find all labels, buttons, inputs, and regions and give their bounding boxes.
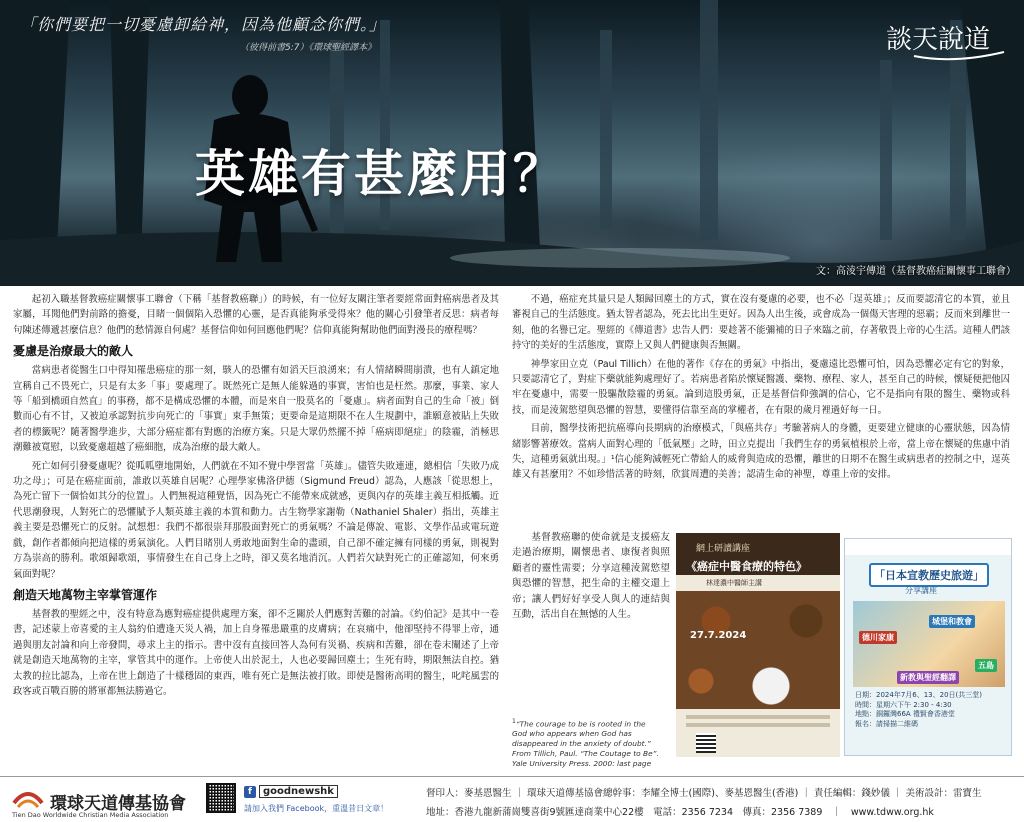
poster-tag: 新教與聖經翻譯 <box>897 671 959 684</box>
article-title: 英雄有甚麼用？ <box>195 145 566 203</box>
section-heading-2: 創造天地萬物主宰掌管運作 <box>13 587 158 602</box>
article-column-left <box>13 292 499 702</box>
column-logo <box>884 8 1012 68</box>
article-column-right <box>512 292 1010 486</box>
intro-paragraph: 起初入職基督教癌症關懷事工聯會（下稱「基督教癌聯」）的時候，有一位好友關注筆者要經常面對癌病患者及其家屬，耳聞他們對前路的擔憂，目睹一個個陷入恐懼的心靈，是否真能夠承受得來？他的關心引發筆者反思：病者每句陳述傳遞甚麼信息？他們的愁情源自何處？基督信仰如何回應他們呢？信仰真能夠幫助他們面對漫長的療程嗎？ <box>13 294 499 336</box>
poster-header: 網上研讀講座 <box>696 544 751 554</box>
paragraph: 死亡如何引發憂慮呢？從呱呱墮地開始，人們就在不知不覺中學習當「英雄」。儘管失敗連連，總相信「失敗乃成功之母」；可是在癌症面前，誰敢以英雄自居呢？心理學家佛洛伊德（Sigmund Freud）認為，人應該「從思想上，為死亡留下一個恰如其分的位置」。人們無視這種覺悟，因為死亡不能帶來成就感，更與內存的英雄主義互相抵觸。近代思潮發現，人對死亡的恐懼賦予人類英雄主義的本質和動力。古生物學家謝勒（Nathaniel Shaler）指出，英雄主義主要是恐懼死亡的反射。試想想：我們不都很崇拜那股面對死亡的勇氣嗎？不論是傳說、電影、文學作品或電玩遊戲，創作者都傾向把這樣的勇氣演化。人們目睹別人勇敢地面對生命的盡頭，自己卻不確定擁有同樣的勇氣，則視對方為崇高的勝利。歌頌歸歌頌，事情發生在自己身上之時，卻又莫名地消沉。人們若欠缺對死亡的正確認知，何來勇氣面對呢？ <box>13 460 499 580</box>
poster-date: 27.7.2024 <box>690 630 747 641</box>
poster-tag: 城堡和教會 <box>929 615 975 628</box>
footnote <box>512 717 662 768</box>
poster-title: 《癌症中醫食療的特色》 <box>686 560 807 573</box>
credits-line: 督印人：麥基恩醫生 ｜ 環球天道傳基協會總幹事：李耀全博士(國際)、麥基恩醫生(香港) ｜ 責任編輯：錢妙儀 ｜ 美術設計：雷寶生 <box>426 788 982 799</box>
herbs-mortar-image <box>676 591 840 709</box>
paragraph: 目前，醫學技術把抗癌導向長期病的治療模式，「與癌共存」考驗著病人的身體，更要建立健康的心靈狀態，因為情緒影響著療效。當病人面對心理的「低氣壓」之時，田立克提出「我們生存的勇氣植根於上帝，當上帝在懷疑的焦慮中消失，這種勇氣就出現。」¹信心能夠減輕死亡帶給人的威脅與造成的恐懼，離世的日期不在醫生或病患者的控制之中，逞英雄又有甚麼用？不如珍惜活著的時刻，欣賞周遭的美善；認清生命的神聖，尊重上帝的安排。 <box>512 423 1010 481</box>
org-logo-icon <box>12 785 44 809</box>
facebook-note: 請加入我們 Facebook，重溫昔日文章！ <box>244 804 389 813</box>
poster-info: 日期：2024年7月6、13、20日(共三堂) 時間：星期六下午 2:30 - 4:30 地點：銅鑼灣66A 禮賢會香港堂 報名：請掃描二維碼 <box>855 691 982 728</box>
hero-banner <box>0 0 1024 286</box>
poster-logo-bar <box>845 539 1012 555</box>
paragraph: 當病患者從醫生口中得知罹患癌症的那一刻，駭人的恐懼有如滔天巨浪湧來；有人情緒瞬間崩潰，也有人鎮定地宣稱自己不畏死亡，只是有太多「事」要處理了。既然死亡是無人能躲過的事實，害怕也是枉然。那麼，事業、家人等「船到橋頭自然直」的事務，都不是構成恐懼的本體，而是來自一股莫名的「憂慮」。病者面對自己的生命「被」倒數而心有不甘，又被迫承認對抗步向死亡的「事實」束手無策；更要命是這期限不在人生規劃中，誰願意被貼上失敗者的標籤呢？隨著醫學進步，大部分癌症都有對應的治療方案。只是大眾仍然擺不掉「癌病即絕症」的陰霾，消極思潮難被寬慰，以致憂慮超越了癌細胞，成為治療的最大敵人。 <box>13 365 499 454</box>
paragraph: 不過，癌症充其量只是人類歸回塵土的方式，實在沒有憂慮的必要，也不必「逞英雄」；反而要認清它的本質，並且審視自己的生活態度。猶太智者認為，死去比出生更好。因為人出生後，或會成為一個傷天害理的惡霸；反而來到離世一刻，他的名譽已定。聖經的《傳道書》忠告人們：要趁著不能彌補的日子來臨之前，存著敬畏上帝的心生活。這種人們該持守的美好的生活態度，實際上又與人們健康與否無關。 <box>512 294 1010 352</box>
poster-tag: 五島 <box>975 659 997 672</box>
event-poster-japan-tour[interactable] <box>844 538 1012 756</box>
qr-code-icon <box>696 733 716 753</box>
event-poster-tcm[interactable] <box>676 533 840 757</box>
poster-detail-lines <box>686 715 830 731</box>
qr-code-icon <box>206 783 236 813</box>
bible-quote-source: （彼得前書5:7）《環球聖經譯本》 <box>240 43 376 53</box>
closing-paragraph: 基督教癌聯的使命就是支援癌友走過治療期，關懷患者、康復者與照顧者的靈性需要；分享這種淩駕慾望與恐懼的智慧，把生命的主權交還上帝；讓人們好好享受人與人的連結與互動，活出自在無憾的人生。 <box>512 532 670 621</box>
article-byline: 文：高淩宇傳道（基督教癌症關懷事工聯會） <box>816 266 1016 277</box>
paragraph: 基督教的聖經之中，沒有特意為應對癌症提供處理方案，卻不乏關於人們應對苦難的討論。《約伯記》是其中一卷書，記述蒙上帝喜愛的主人翁約伯遭逢天災人禍，加上自身罹患嚴重的皮膚病；在哀痛中，他卻堅持不得罪上帝，通過與朋友討論和向上帝發問，尋求上主的指示。書中沒有直接回答人為何有災禍、疾病和苦難，卻在卷末闡述了上帝就是創造天地萬物的主宰，掌管其中的運作。上帝使人出於泥土，人也必要歸回塵土；生死有時，期限無法自控。猶太教的拉比認為，上帝在世上創造了十樣穩固的東西，唯有死亡是無法被打敗。即使是醫術高明的醫生，叱咤風雲的政客或百戰百勝的將軍都無法勝過它。 <box>13 608 499 697</box>
bible-quote: 「你們要把一切憂慮卸給神，因為他顧念你們。」 <box>20 15 387 34</box>
facebook-link[interactable] <box>244 785 338 798</box>
poster-subtitle: 林達濃中醫師主講 <box>706 579 762 587</box>
poster-title: 「日本宣教歷史旅遊」 <box>869 563 989 587</box>
paragraph: 神學家田立克（Paul Tillich）在他的著作《存在的勇氣》中指出，憂慮遠比恐懼可怕，因為恐懼必定有它的對象，只要認清它了，對症下藥就能夠處理好了。若病患者陷於懷疑醫護、藥物、療程、家人，甚至自己的時候，懷疑便把他囚牢在憂慮中，需要一股驅散陰霾的勇氣。論到這股勇氣，正是基督信仰強調的信心，它不是指向有限的醫生、藥物或科技，而是淩駕慾望與恐懼的智慧，要懂得信靠至高的掌權者，在有限的歲月裡過好每一日。 <box>512 358 1010 416</box>
poster-tag: 德川家康 <box>859 631 897 644</box>
footnote-text: “The courage to be is rooted in the God who appears when God has disappeared in the anxiety of doubt.” From Tillich, Paul. “The Coutage to Be”. Yale University Press. 2000: last page <box>512 719 659 768</box>
poster-subtitle: 分享講座 <box>905 586 937 595</box>
section-heading-1: 憂慮是治療最大的敵人 <box>13 344 134 359</box>
address-line: 地址：香港九龍新蒲崗雙喜街9號匯達商業中心22樓 電話：2356 7234 傳真：2356 7389 ｜ www.tdww.org.hk <box>426 807 934 818</box>
org-name-english: Tien Dao Worldwide Christian Media Association <box>12 811 169 819</box>
footnote-number: 1 <box>512 718 516 725</box>
facebook-icon: f <box>244 786 256 798</box>
column-logo-text: 談天說道 <box>886 25 991 55</box>
facebook-handle: goodnewshk <box>259 785 338 798</box>
footer <box>0 776 1024 822</box>
org-name: 環球天道傳基協會 <box>50 794 186 814</box>
